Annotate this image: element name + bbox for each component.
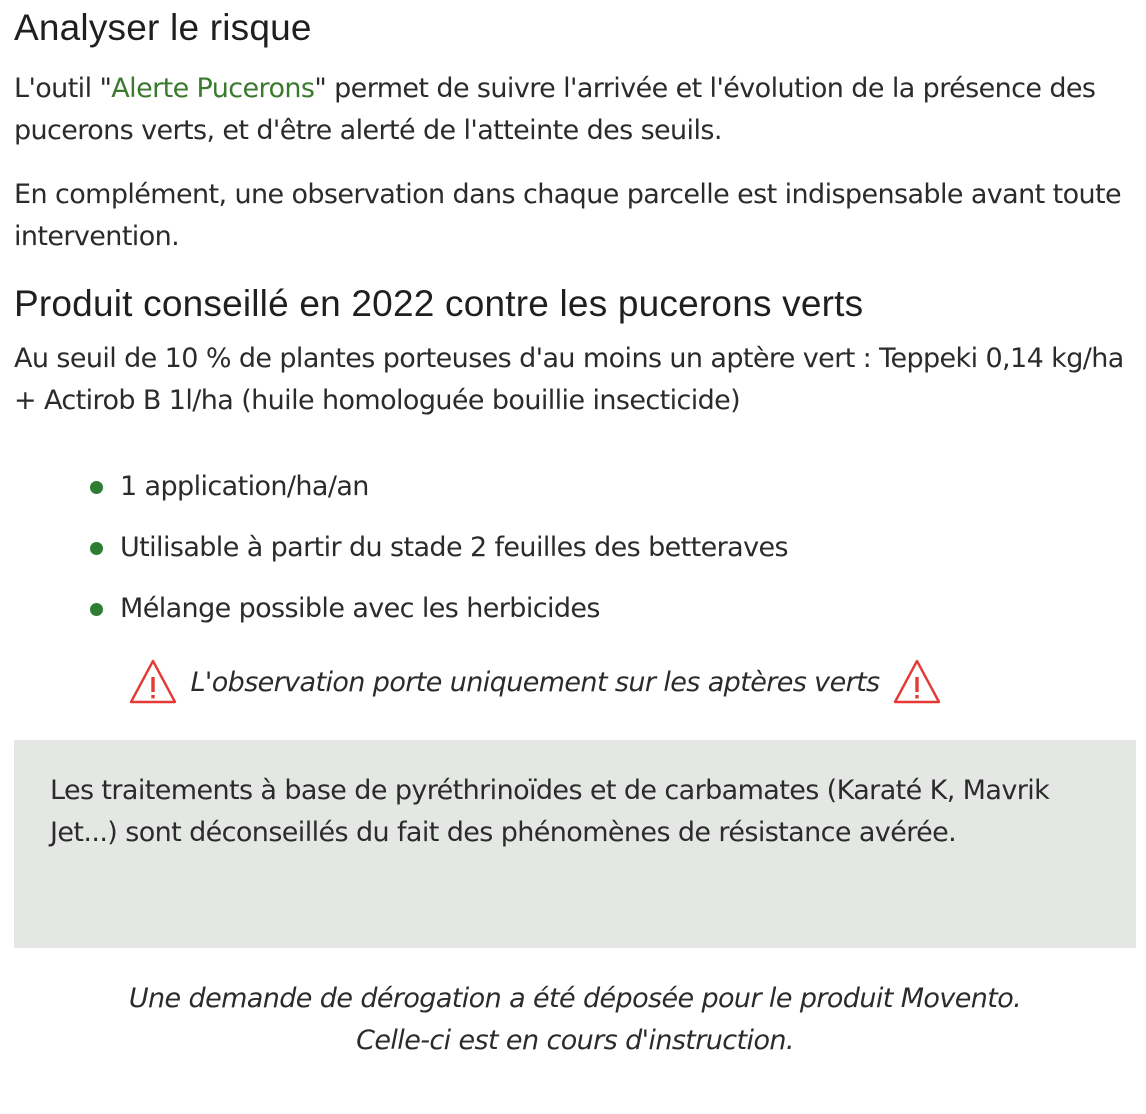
list-item-text: Utilisable à partir du stade 2 feuilles des betteraves	[120, 532, 788, 563]
warning-callout	[14, 654, 1136, 710]
list-item-text: Mélange possible avec les herbicides	[120, 593, 600, 624]
alerte-pucerons-link[interactable]: Alerte Pucerons	[111, 73, 315, 104]
derogation-line-1: Une demande de dérogation a été déposée pour le produit Movento.	[128, 983, 1022, 1014]
observation-paragraph: En complément, une observation dans chaque parcelle est indispensable avant toute intervention.	[14, 179, 1122, 252]
warning-text: L'observation porte uniquement sur les aptères verts	[190, 666, 880, 698]
warning-triangle-icon	[128, 657, 178, 707]
bullet-dot-icon	[90, 542, 103, 555]
section-title-analyser: Analyser le risque	[14, 7, 312, 48]
list-item	[90, 466, 1136, 508]
bullet-dot-icon	[90, 481, 103, 494]
derogation-note	[14, 978, 1136, 1062]
bullet-dot-icon	[90, 603, 103, 616]
list-item	[90, 527, 1136, 569]
section-title-produit: Produit conseillé en 2022 contre les pucerons verts	[14, 283, 864, 324]
derogation-line-2: Celle-ci est en cours d'instruction.	[356, 1025, 794, 1056]
notice-text: Les traitements à base de pyréthrinoïdes et de carbamates (Karaté K, Mavrik Jet...) sont déconseillés du fait des phénomènes de résistance avérée.	[50, 775, 1050, 848]
page-content	[14, 0, 1136, 1062]
warning-triangle-icon	[892, 657, 942, 707]
intro-text-before: L'outil "	[14, 73, 112, 104]
product-bullet-list	[14, 466, 1136, 630]
list-item	[90, 588, 1136, 630]
product-paragraph: Au seuil de 10 % de plantes porteuses d'au moins un aptère vert : Teppeki 0,14 kg/ha + Actirob B 1l/ha (huile homologuée bouillie insecticide)	[14, 343, 1124, 416]
resistance-notice-box	[14, 740, 1136, 948]
list-item-text: 1 application/ha/an	[120, 471, 369, 502]
intro-text-after: " permet de suivre l'arrivée et l'évolution de la présence des pucerons verts, et d'être alerté de l'atteinte des seuils.	[14, 73, 1096, 146]
intro-paragraph	[14, 68, 1136, 152]
